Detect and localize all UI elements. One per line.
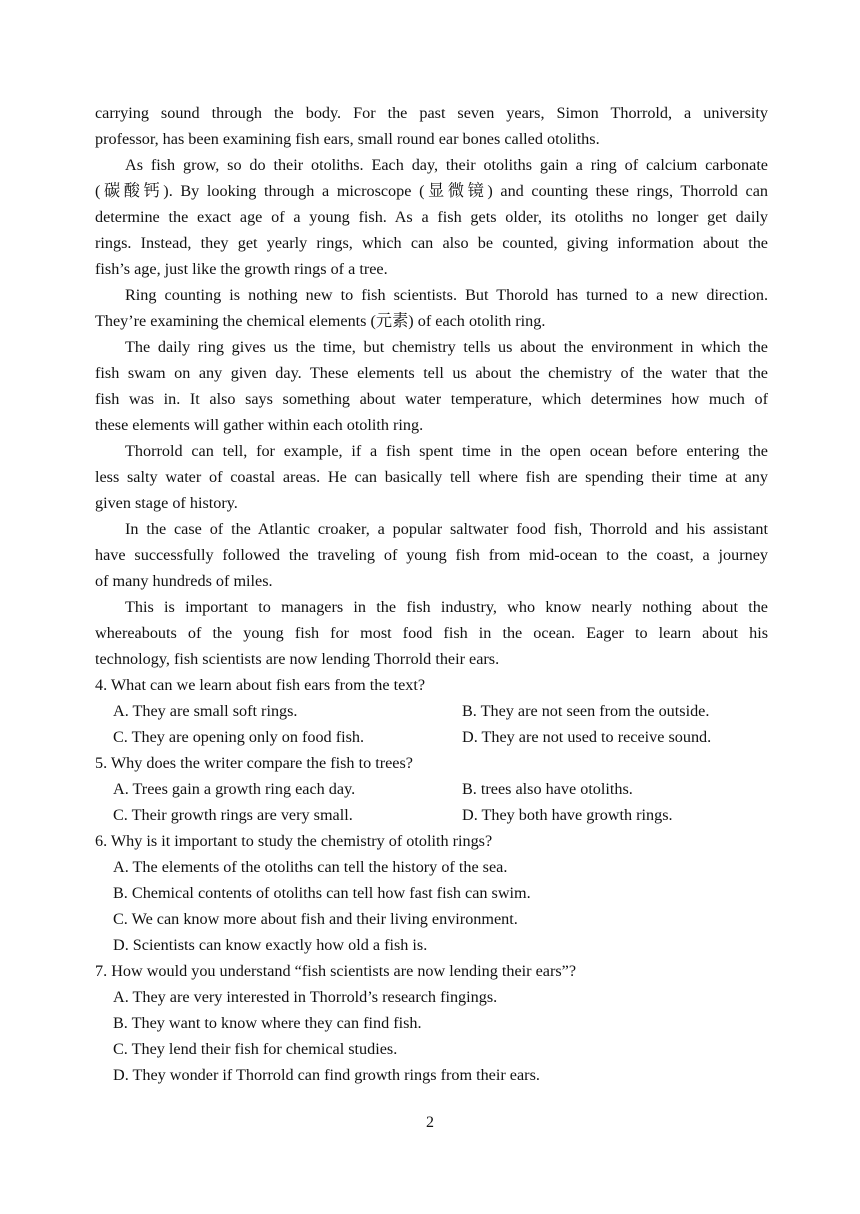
paragraph-line: This is important to managers in the fish industry, who know nearly nothing about the bbox=[125, 598, 768, 616]
answer-option: A. They are small soft rings. bbox=[113, 702, 298, 720]
question-stem: 7. How would you understand “fish scientists are now lending their ears”? bbox=[95, 962, 577, 980]
paragraph-line: In the case of the Atlantic croaker, a popular saltwater food fish, Thorrold and his assistant bbox=[125, 520, 768, 538]
paragraph-line: these elements will gather within each otolith ring. bbox=[95, 416, 424, 434]
reading-passage bbox=[95, 100, 768, 672]
paragraph-line: whereabouts of the young fish for most food fish in the ocean. Eager to learn about his bbox=[95, 624, 768, 642]
option-row bbox=[95, 802, 768, 828]
paragraph bbox=[95, 594, 768, 672]
question-block bbox=[95, 828, 768, 958]
paragraph-line: Ring counting is nothing new to fish scientists. But Thorold has turned to a new direction. bbox=[125, 286, 768, 304]
question-list bbox=[95, 672, 768, 1088]
question-block bbox=[95, 672, 768, 750]
paragraph bbox=[95, 100, 768, 152]
paragraph bbox=[95, 516, 768, 594]
question-stem: 6. Why is it important to study the chemistry of otolith rings? bbox=[95, 832, 493, 850]
paragraph-line: fish’s age, just like the growth rings of a tree. bbox=[95, 260, 388, 278]
page-number: 2 bbox=[426, 1114, 434, 1131]
answer-option: B. They want to know where they can find fish. bbox=[113, 1014, 422, 1032]
paragraph-line: carrying sound through the body. For the past seven years, Simon Thorrold, a university bbox=[95, 104, 768, 122]
paragraph-line: determine the exact age of a young fish. As a fish gets older, its otoliths no longer get daily bbox=[95, 208, 768, 226]
document-page bbox=[95, 100, 768, 1088]
paragraph-line: less salty water of coastal areas. He can basically tell where fish are spending their time at any bbox=[95, 468, 768, 486]
question-stem: 5. Why does the writer compare the fish to trees? bbox=[95, 754, 413, 772]
question-stem: 4. What can we learn about fish ears from the text? bbox=[95, 676, 426, 694]
option-row bbox=[95, 776, 768, 802]
answer-option: C. We can know more about fish and their living environment. bbox=[113, 910, 518, 928]
answer-option: C. They are opening only on food fish. bbox=[113, 728, 365, 746]
option-row bbox=[95, 698, 768, 724]
question-block bbox=[95, 750, 768, 828]
paragraph-line: The daily ring gives us the time, but chemistry tells us about the environment in which the bbox=[125, 338, 768, 356]
paragraph-line: of many hundreds of miles. bbox=[95, 572, 273, 590]
answer-option: B. trees also have otoliths. bbox=[462, 780, 633, 798]
paragraph-line: (碳酸钙). By looking through a microscope (显微镜) and counting these rings, Thorrold can bbox=[95, 182, 768, 200]
paragraph-line: professor, has been examining fish ears, small round ear bones called otoliths. bbox=[95, 130, 600, 148]
answer-option: B. Chemical contents of otoliths can tell how fast fish can swim. bbox=[113, 884, 531, 902]
question-block bbox=[95, 958, 768, 1088]
paragraph-line: given stage of history. bbox=[95, 494, 238, 512]
paragraph bbox=[95, 152, 768, 282]
answer-option: A. Trees gain a growth ring each day. bbox=[113, 780, 356, 798]
answer-option: B. They are not seen from the outside. bbox=[462, 702, 710, 720]
answer-option: D. They both have growth rings. bbox=[462, 806, 673, 824]
paragraph bbox=[95, 334, 768, 438]
paragraph-line: technology, fish scientists are now lending Thorrold their ears. bbox=[95, 650, 500, 668]
paragraph bbox=[95, 438, 768, 516]
answer-option: A. The elements of the otoliths can tell the history of the sea. bbox=[113, 858, 508, 876]
paragraph-line: fish swam on any given day. These elements tell us about the chemistry of the water that the bbox=[95, 364, 768, 382]
answer-option: D. They wonder if Thorrold can find growth rings from their ears. bbox=[113, 1066, 540, 1084]
answer-option: C. Their growth rings are very small. bbox=[113, 806, 353, 824]
answer-option: A. They are very interested in Thorrold’s research fingings. bbox=[113, 988, 498, 1006]
answer-option: C. They lend their fish for chemical studies. bbox=[113, 1040, 398, 1058]
paragraph-line: fish was in. It also says something about water temperature, which determines how much of bbox=[95, 390, 768, 408]
paragraph-line: As fish grow, so do their otoliths. Each day, their otoliths gain a ring of calcium carbonate bbox=[125, 156, 768, 174]
answer-option: D. They are not used to receive sound. bbox=[462, 728, 712, 746]
paragraph-line: They’re examining the chemical elements (元素) of each otolith ring. bbox=[95, 312, 546, 330]
answer-option: D. Scientists can know exactly how old a fish is. bbox=[113, 936, 428, 954]
paragraph bbox=[95, 282, 768, 334]
option-row bbox=[95, 724, 768, 750]
paragraph-line: have successfully followed the traveling of young fish from mid-ocean to the coast, a journey bbox=[95, 546, 768, 564]
paragraph-line: rings. Instead, they get yearly rings, which can also be counted, giving information about the bbox=[95, 234, 768, 252]
paragraph-line: Thorrold can tell, for example, if a fish spent time in the open ocean before entering the bbox=[125, 442, 768, 460]
